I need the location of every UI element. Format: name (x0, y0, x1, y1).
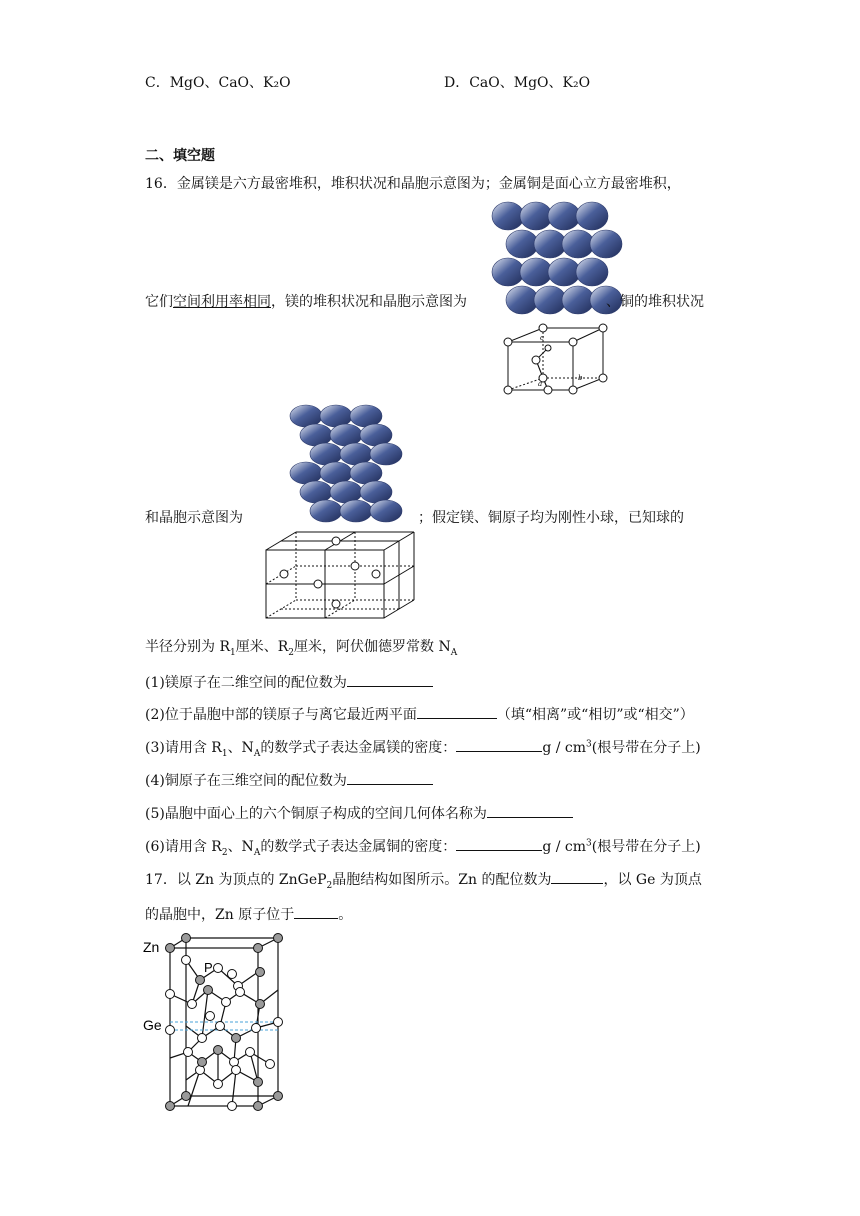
q16-line2-a: 它们 (145, 294, 173, 310)
q16-line4-b: 厘米、R (235, 639, 289, 655)
mg-sphere (548, 202, 580, 230)
s3-sub-a: A (253, 748, 261, 759)
q17-sub-2: 2 (326, 880, 333, 891)
mg-stacking-figure (492, 200, 608, 318)
s3-sub-1: 1 (221, 748, 228, 759)
q16-line2 (145, 292, 467, 312)
answer-blank-5[interactable] (487, 803, 573, 818)
s6-sub-a: A (253, 847, 261, 858)
q16-s2 (145, 704, 694, 725)
mg-unit-cell-figure (498, 320, 606, 400)
cu-sphere (360, 481, 392, 503)
q16-line1: 16．金属镁是六方最密堆积，堆积状况和晶胞示意图为；金属铜是面心立方最密堆积， (145, 176, 681, 192)
cu-sphere (350, 462, 382, 484)
answer-blank-7[interactable] (551, 869, 603, 884)
q17-line1 (145, 869, 702, 890)
mg-sphere (548, 258, 580, 286)
q16-s6-c: 的数学式子表达金属铜的密度： (260, 839, 457, 855)
q16-s4-text: (4)铜原子在三维空间的配位数为 (145, 773, 347, 789)
q17-line2-b: 。 (338, 907, 353, 923)
mg-sphere (520, 258, 552, 286)
answer-blank-4[interactable] (347, 770, 433, 785)
answer-blank-3[interactable] (456, 737, 542, 752)
cu-sphere (350, 405, 382, 427)
cu-sphere (300, 481, 332, 503)
cu-unit-cell-figure (258, 520, 418, 624)
q17-line2 (145, 904, 352, 925)
cu-sphere (340, 443, 372, 465)
option-c: C．MgO、CaO、K₂O (145, 75, 291, 91)
q16-line2-c: 、铜的堆积状况 (606, 294, 704, 310)
mg-sphere (576, 202, 608, 230)
answer-blank-1[interactable] (347, 672, 433, 687)
mg-sphere (534, 230, 566, 258)
sub-2: 2 (288, 647, 295, 658)
label-ge: Ge (143, 1017, 162, 1033)
q16-underlined: 空间利用率相同 (173, 294, 271, 310)
label-p: P (204, 960, 213, 975)
q16-s6-d: g / cm (542, 839, 587, 855)
mg-sphere (590, 230, 622, 258)
q16-line3-a: 和晶胞示意图为 (145, 510, 243, 526)
q16-line4-c: 厘米，阿伏伽德罗常数 N (294, 639, 451, 655)
cu-sphere (290, 405, 322, 427)
q16-line4 (145, 637, 457, 657)
q16-s3-a: (3)请用含 R (145, 740, 222, 756)
section-title: 二、填空题 (145, 148, 215, 164)
cell-label-b: b (578, 374, 583, 382)
option-d: D．CaO、MgO、K₂O (444, 75, 591, 91)
mg-sphere (506, 230, 538, 258)
q16-s3-d: g / cm (542, 740, 587, 756)
mg-sphere (562, 230, 594, 258)
q16-s6-e: (根号带在分子上) (591, 839, 701, 855)
answer-blank-8[interactable] (294, 904, 338, 919)
q16-s3-e: (根号带在分子上) (591, 740, 701, 756)
cell-label-c: c (540, 334, 544, 342)
cu-sphere (310, 500, 342, 522)
cu-sphere (340, 500, 372, 522)
q16-s2-b: （填“相离”或“相切”或“相交”） (496, 707, 694, 723)
answer-blank-2[interactable] (417, 704, 497, 719)
q16-s6 (145, 836, 701, 857)
s3-sup-3: 3 (586, 739, 592, 750)
q16-s3 (145, 737, 701, 758)
cu-sphere (320, 405, 352, 427)
q16-s5 (145, 803, 573, 824)
s6-sup-3: 3 (586, 838, 592, 849)
sub-a: A (450, 647, 458, 658)
q16-s1-text: (1)镁原子在二维空间的配位数为 (145, 675, 347, 691)
q16-s4 (145, 770, 433, 791)
q16-s6-b: 、N (227, 839, 254, 855)
label-zn: Zn (143, 939, 160, 955)
cu-sphere (290, 462, 322, 484)
cu-sphere (370, 500, 402, 522)
cu-sphere (300, 424, 332, 446)
cu-sphere (310, 443, 342, 465)
q16-s6-a: (6)请用含 R (145, 839, 222, 855)
mg-sphere (520, 202, 552, 230)
q16-line4-a: 半径分别为 R (145, 639, 230, 655)
cu-sphere (330, 481, 362, 503)
q16-s3-c: 的数学式子表达金属镁的密度： (260, 740, 457, 756)
cu-stacking-figure (286, 404, 392, 522)
q16-s5-text: (5)晶胞中面心上的六个铜原子构成的空间几何体名称为 (145, 806, 487, 822)
s6-sub-2: 2 (221, 847, 228, 858)
mg-sphere (492, 202, 524, 230)
cu-sphere (370, 443, 402, 465)
q17-line2-a: 的晶胞中，Zn 原子位于 (145, 907, 295, 923)
mg-sphere (562, 286, 594, 314)
cell-label-a: a (538, 380, 543, 388)
q16-line3-b: ；假定镁、铜原子均为刚性小球，已知球的 (418, 510, 684, 526)
q16-line2-b: ，镁的堆积状况和晶胞示意图为 (271, 294, 467, 310)
q17-line1-a: 17．以 Zn 为顶点的 ZnGeP (145, 872, 327, 888)
q16-s2-a: (2)位于晶胞中部的镁原子与离它最近两平面 (145, 707, 417, 723)
mg-sphere (492, 258, 524, 286)
cu-sphere (360, 424, 392, 446)
answer-blank-6[interactable] (456, 836, 542, 851)
mg-sphere (576, 258, 608, 286)
q16-s3-b: 、N (227, 740, 254, 756)
cu-sphere (320, 462, 352, 484)
mg-sphere (506, 286, 538, 314)
cu-sphere (330, 424, 362, 446)
zngep2-cell-figure (140, 930, 305, 1116)
sub-1: 1 (230, 647, 236, 658)
q16-s1 (145, 672, 433, 693)
q17-line1-c: ，以 Ge 为顶点 (603, 872, 702, 888)
mg-sphere (534, 286, 566, 314)
q17-line1-b: 晶胞结构如图所示。Zn 的配位数为 (332, 872, 552, 888)
